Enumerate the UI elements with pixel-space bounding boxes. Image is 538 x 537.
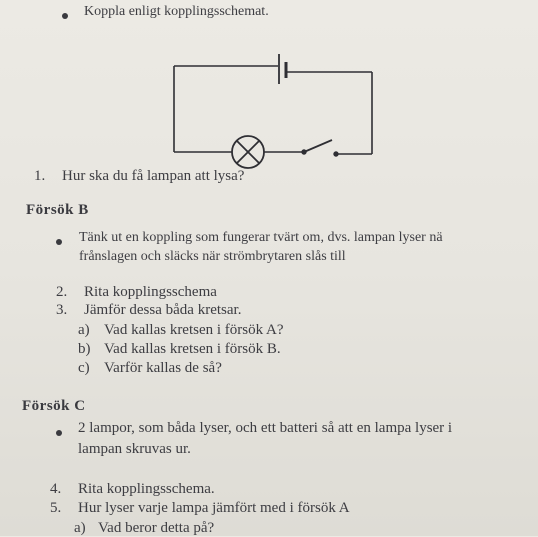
- question-5-number: 5.: [50, 500, 62, 516]
- bullet-dot: [56, 239, 62, 245]
- question-3-number: 3.: [56, 302, 68, 318]
- subquestion-3b-text: Vad kallas kretsen i försök B.: [104, 341, 281, 357]
- question-3-text: Jämför dessa båda kretsar.: [84, 302, 242, 318]
- subquestion-3c-text: Varför kallas de så?: [104, 360, 222, 376]
- section-b-instruction-line-1: Tänk ut en koppling som fungerar tvärt om, dvs. lampan lyser nä: [79, 230, 443, 245]
- battery-symbol: [279, 54, 286, 84]
- question-1-number: 1.: [34, 168, 46, 184]
- subquestion-5a-label: a): [74, 520, 86, 536]
- section-c-instruction-line-2: lampan skruvas ur.: [78, 441, 191, 457]
- question-4-number: 4.: [50, 481, 62, 497]
- subquestion-3a-text: Vad kallas kretsen i försök A?: [104, 322, 284, 338]
- instruction-text: Koppla enligt kopplingsschemat.: [84, 4, 269, 19]
- switch-symbol: [302, 140, 338, 156]
- question-5-text: Hur lyser varje lampa jämfört med i försök A: [78, 500, 350, 516]
- bullet-dot: [56, 430, 62, 436]
- subquestion-3c-label: c): [78, 360, 90, 376]
- subquestion-5a-text: Vad beror detta på?: [98, 520, 215, 536]
- lamp-symbol: [232, 136, 264, 168]
- subquestion-3b-label: b): [78, 341, 91, 357]
- question-4-text: Rita kopplingsschema.: [78, 481, 215, 497]
- question-2-text: Rita kopplingsschema: [84, 284, 217, 300]
- question-1-text: Hur ska du få lampan att lysa?: [62, 168, 245, 184]
- section-c-instruction-line-1: 2 lampor, som båda lyser, och ett batteri så att en lampa lyser i: [78, 420, 453, 436]
- question-2-number: 2.: [56, 284, 68, 300]
- subquestion-3a-label: a): [78, 322, 90, 338]
- section-b-instruction-line-2: frånslagen och släcks när strömbrytaren slås till: [79, 249, 346, 264]
- section-b-heading: Försök B: [26, 202, 89, 218]
- section-c-heading: Försök C: [22, 398, 86, 414]
